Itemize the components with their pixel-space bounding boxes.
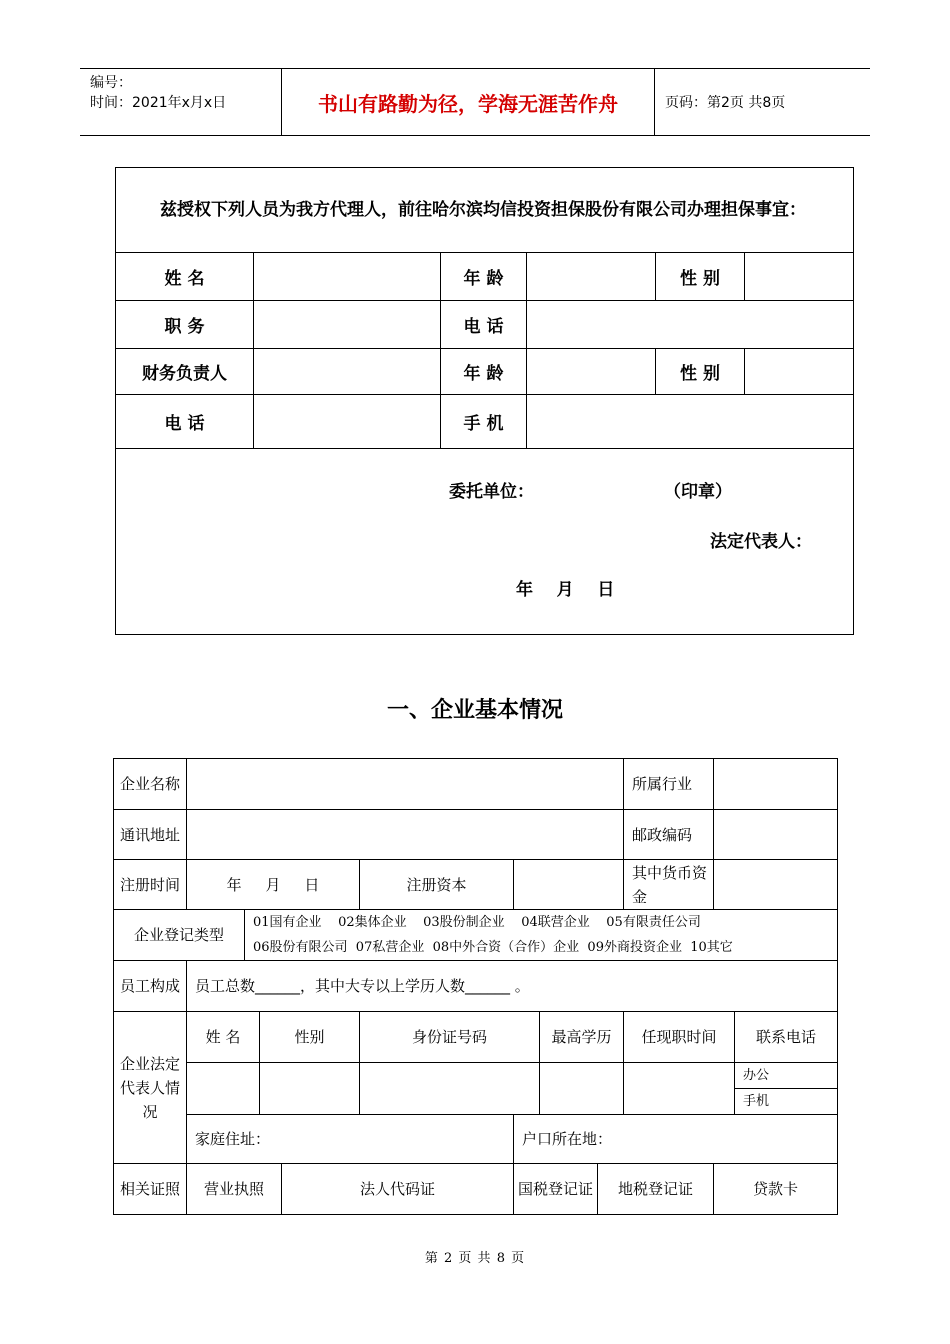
cert-national-tax[interactable]: 国税登记证 xyxy=(514,1164,598,1215)
monetary-capital-label: 其中货币资金 xyxy=(624,860,714,910)
mobile-field[interactable] xyxy=(527,395,854,449)
authorization-table xyxy=(115,167,854,635)
age-field[interactable] xyxy=(527,253,656,301)
certs-label: 相关证照 xyxy=(114,1164,187,1215)
col-id-number: 身份证号码 xyxy=(360,1012,540,1063)
header-meta xyxy=(80,69,282,135)
col-name: 姓 名 xyxy=(187,1012,260,1063)
page-header xyxy=(80,68,870,136)
rep-name-field[interactable] xyxy=(187,1063,260,1115)
postcode-field[interactable] xyxy=(714,810,838,860)
hukou-field[interactable]: 户口所在地： xyxy=(514,1115,838,1164)
reg-capital-field[interactable] xyxy=(514,860,624,910)
company-name-field[interactable] xyxy=(187,759,624,810)
time-label: 时间：2021年x月x日 xyxy=(90,95,227,111)
age-field-2[interactable] xyxy=(527,349,656,395)
date-label: 年 月 日 xyxy=(516,580,615,600)
staff-label: 员工构成 xyxy=(114,961,187,1012)
reg-date-field[interactable]: 年 月 日 xyxy=(187,860,360,910)
gender-label-2: 性 别 xyxy=(656,349,745,395)
industry-label: 所属行业 xyxy=(624,759,714,810)
number-label: 编号： xyxy=(90,75,132,91)
authorization-intro: 兹授权下列人员为我方代理人，前往哈尔滨均信投资担保股份有限公司办理担保事宜： xyxy=(116,168,854,253)
company-info-table xyxy=(113,758,838,1215)
cert-business-license[interactable]: 营业执照 xyxy=(187,1164,282,1215)
staff-text[interactable]: 员工总数______，其中大专以上学历人数______ 。 xyxy=(187,961,838,1012)
page-footer: 第 2 页 共 8 页 xyxy=(424,1251,526,1266)
rep-id-field[interactable] xyxy=(360,1063,540,1115)
motto: 书山有路勤为径，学海无涯苦作舟 xyxy=(282,69,655,135)
col-education: 最高学历 xyxy=(540,1012,624,1063)
cert-loan-card[interactable]: 贷款卡 xyxy=(714,1164,838,1215)
reg-type-label: 企业登记类型 xyxy=(114,910,245,961)
legal-rep-info-label: 企业法定代表人情况 xyxy=(114,1012,187,1164)
gender-field-2[interactable] xyxy=(745,349,854,395)
rep-education-field[interactable] xyxy=(540,1063,624,1115)
office-phone-label[interactable]: 办公 xyxy=(735,1063,838,1089)
signature-block xyxy=(116,449,854,635)
col-gender: 性别 xyxy=(260,1012,360,1063)
address-field[interactable] xyxy=(187,810,624,860)
home-address-field[interactable]: 家庭住址： xyxy=(187,1115,514,1164)
reg-type-options[interactable] xyxy=(245,910,838,961)
gender-label: 性 别 xyxy=(656,253,745,301)
section-title: 一、企业基本情况 xyxy=(386,698,563,723)
reg-time-label: 注册时间 xyxy=(114,860,187,910)
legal-rep-label: 法定代表人： xyxy=(710,532,812,552)
position-label: 职 务 xyxy=(116,301,254,349)
reg-capital-label: 注册资本 xyxy=(360,860,514,910)
cert-org-code[interactable]: 法人代码证 xyxy=(282,1164,514,1215)
industry-field[interactable] xyxy=(714,759,838,810)
rep-tenure-field[interactable] xyxy=(624,1063,735,1115)
rep-gender-field[interactable] xyxy=(260,1063,360,1115)
name-field[interactable] xyxy=(254,253,441,301)
company-name-label: 企业名称 xyxy=(114,759,187,810)
finance-officer-label: 财务负责人 xyxy=(116,349,254,395)
page-info: 页码：第2页 共8页 xyxy=(665,95,786,111)
address-label: 通讯地址 xyxy=(114,810,187,860)
gender-field[interactable] xyxy=(745,253,854,301)
mobile-phone-label[interactable]: 手机 xyxy=(735,1089,838,1115)
reg-types-line-2: 06股份有限公司 07私营企业 08中外合资（合作）企业 09外商投资企业 10其它 xyxy=(253,940,733,955)
seal-label: （印章） xyxy=(664,482,732,502)
name-label: 姓 名 xyxy=(116,253,254,301)
mobile-label: 手 机 xyxy=(441,395,527,449)
finance-officer-field[interactable] xyxy=(254,349,441,395)
reg-types-line-1: 01国有企业 02集体企业 03股份制企业 04联营企业 05有限责任公司 xyxy=(253,915,701,930)
cert-local-tax[interactable]: 地税登记证 xyxy=(598,1164,714,1215)
age-label: 年 龄 xyxy=(441,253,527,301)
position-field[interactable] xyxy=(254,301,441,349)
monetary-capital-field[interactable] xyxy=(714,860,838,910)
phone-label: 电 话 xyxy=(441,301,527,349)
age-label-2: 年 龄 xyxy=(441,349,527,395)
phone-label-2: 电 话 xyxy=(116,395,254,449)
postcode-label: 邮政编码 xyxy=(624,810,714,860)
phone-field-2[interactable] xyxy=(254,395,441,449)
col-contact: 联系电话 xyxy=(735,1012,838,1063)
entrust-unit-label: 委托单位： xyxy=(449,482,534,502)
phone-field[interactable] xyxy=(527,301,854,349)
col-tenure: 任现职时间 xyxy=(624,1012,735,1063)
